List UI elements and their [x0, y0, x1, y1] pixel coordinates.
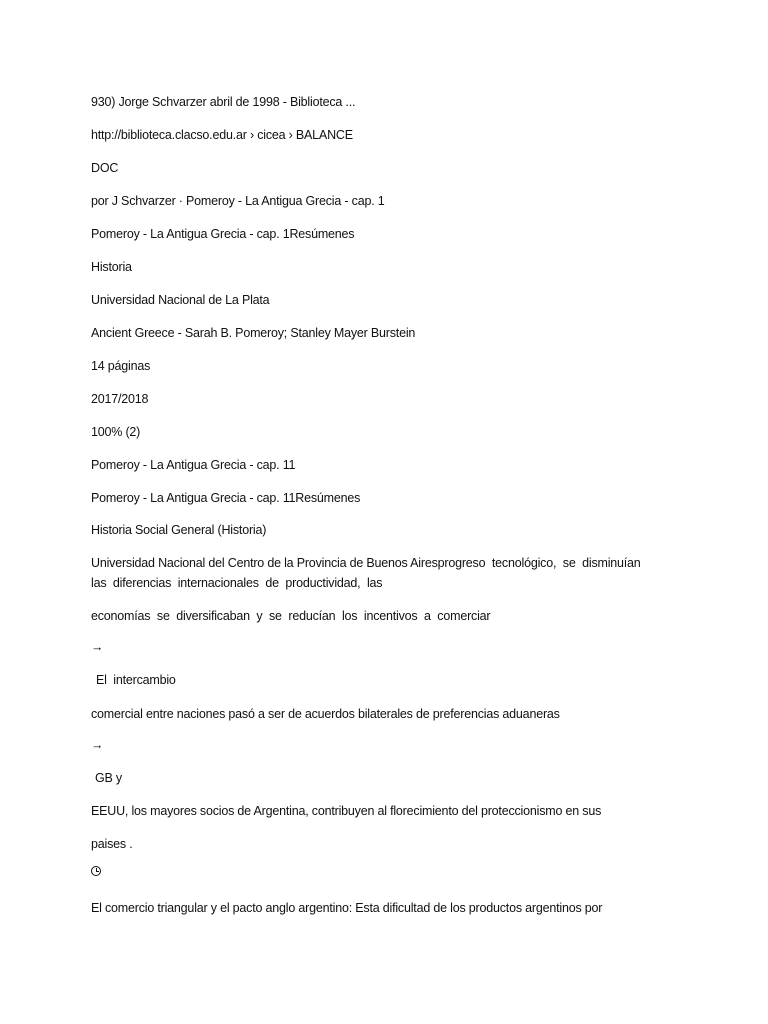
text-line: Pomeroy - La Antigua Grecia - cap. 11Resúmenes: [91, 491, 361, 505]
text-line: EEUU, los mayores socios de Argentina, contribuyen al florecimiento del proteccionismo en sus: [91, 804, 602, 818]
text-line: El comercio triangular y el pacto anglo argentino: Esta dificultad de los productos argentinos por: [91, 901, 603, 915]
text-line: 930) Jorge Schvarzer abril de 1998 - Biblioteca ...: [91, 95, 356, 109]
text-line: 100% (2): [91, 425, 141, 439]
text-line: Pomeroy - La Antigua Grecia - cap. 1Resúmenes: [91, 227, 355, 241]
text-line: comercial entre naciones pasó a ser de acuerdos bilaterales de preferencias aduaneras: [91, 707, 560, 721]
text-line: 2017/2018: [91, 392, 149, 406]
text-line: DOC: [91, 161, 119, 175]
text-line: Historia Social General (Historia): [91, 523, 267, 537]
text-line: GB y: [95, 771, 122, 785]
arrow-right-icon: →: [91, 738, 104, 752]
arrow-right-icon: →: [91, 640, 104, 654]
text-line: http://biblioteca.clacso.edu.ar › cicea › BALANCE: [91, 128, 353, 142]
text-line: Universidad Nacional de La Plata: [91, 293, 270, 307]
text-line: Historia: [91, 260, 132, 274]
text-line: economías se diversificaban y se reducían los incentivos a comerciar: [91, 609, 491, 623]
text-line: 14 páginas: [91, 359, 151, 373]
text-line: Pomeroy - La Antigua Grecia - cap. 11: [91, 458, 296, 472]
text-line: paises .: [91, 837, 133, 851]
text-line: las diferencias internacionales de productividad, las: [91, 576, 383, 590]
text-line: El intercambio: [96, 673, 176, 687]
clock-icon: [91, 866, 101, 876]
text-line: Ancient Greece - Sarah B. Pomeroy; Stanley Mayer Burstein: [91, 326, 416, 340]
text-line: Universidad Nacional del Centro de la Provincia de Buenos Airesprogreso tecnológico, se disminuían: [91, 556, 641, 570]
text-line: por J Schvarzer · Pomeroy - La Antigua Grecia - cap. 1: [91, 194, 385, 208]
